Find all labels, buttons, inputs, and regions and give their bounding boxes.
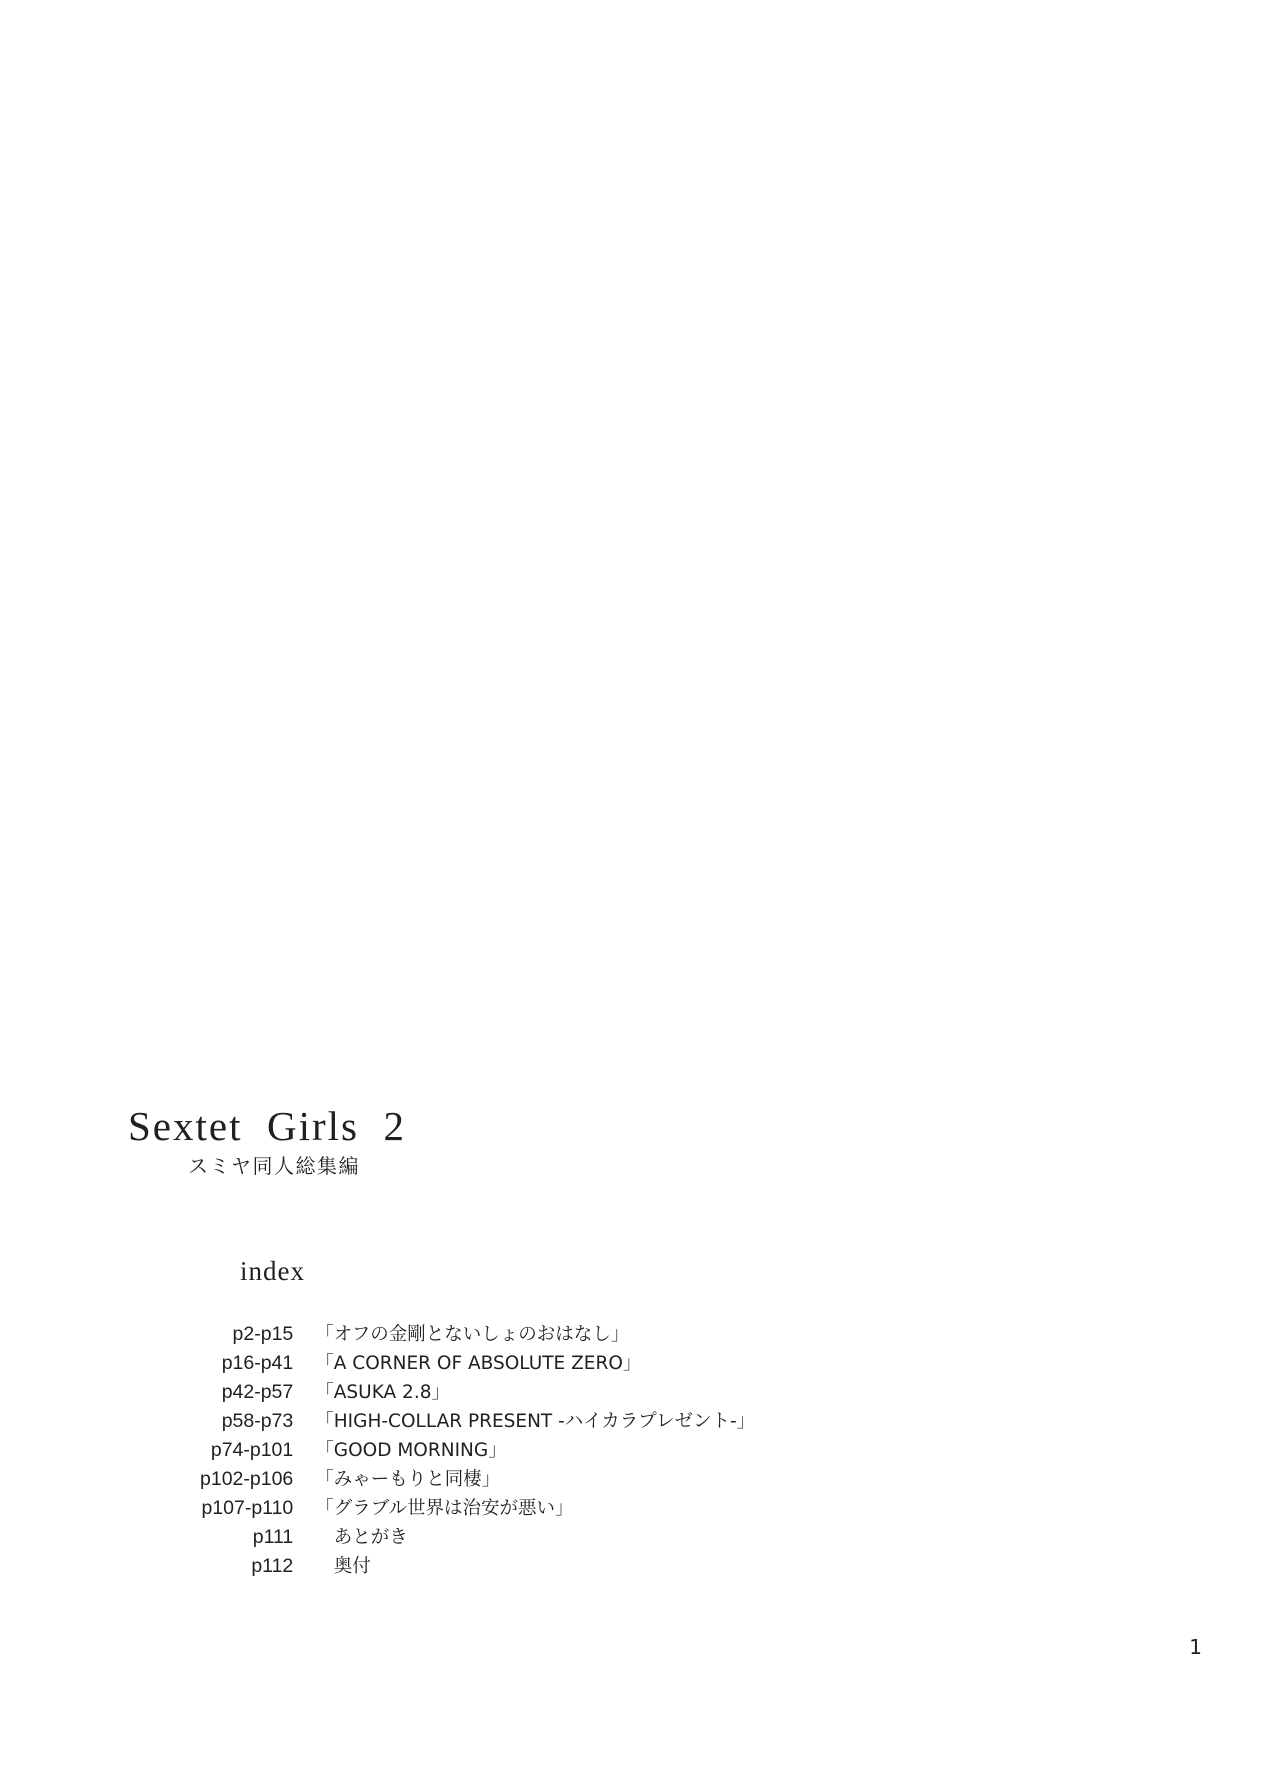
table-row — [200, 1552, 755, 1581]
entry-page-range: p111 — [252, 1526, 294, 1548]
table-row — [200, 1378, 755, 1407]
entry-page-range: p112 — [251, 1555, 294, 1577]
entry-title: 「A CORNER OF ABSOLUTE ZERO」 — [315, 1353, 642, 1374]
title-block — [128, 1105, 888, 1179]
entry-title: 「オフの金剛とないしょのおはなし」 — [315, 1324, 630, 1345]
page-subtitle: スミヤ同人総集編 — [188, 1154, 360, 1179]
entry-title: 奥付 — [315, 1556, 371, 1577]
entry-title: 「HIGH-COLLAR PRESENT -ハイカラプレゼント-」 — [315, 1411, 756, 1432]
entry-title: 「ASUKA 2.8」 — [315, 1382, 450, 1403]
index-table-body — [200, 1320, 755, 1581]
entry-page-range: p58-p73 — [221, 1410, 294, 1432]
page-title: Sextet Girls 2 — [128, 1103, 406, 1149]
entry-page-range: p102-p106 — [200, 1468, 294, 1490]
table-row — [200, 1494, 755, 1523]
entry-title: 「グラブル世界は治安が悪い」 — [315, 1498, 574, 1519]
table-row — [200, 1436, 755, 1465]
entry-page-range: p107-p110 — [201, 1497, 294, 1519]
table-row — [200, 1349, 755, 1378]
table-row — [200, 1465, 755, 1494]
entry-page-range: p42-p57 — [221, 1381, 294, 1403]
entry-title: あとがき — [315, 1527, 408, 1548]
entry-page-range: p2-p15 — [232, 1323, 294, 1345]
index-heading: index — [240, 1256, 305, 1286]
entry-title: 「GOOD MORNING」 — [315, 1440, 507, 1461]
entry-title: 「みゃーもりと同棲」 — [315, 1469, 501, 1490]
table-row — [200, 1320, 755, 1349]
entry-page-range: p16-p41 — [221, 1352, 294, 1374]
entry-page-range: p74-p101 — [210, 1439, 294, 1461]
page-number: 1 — [1189, 1635, 1202, 1659]
table-row — [200, 1523, 755, 1552]
table-row — [200, 1407, 755, 1436]
index-table — [200, 1320, 755, 1581]
